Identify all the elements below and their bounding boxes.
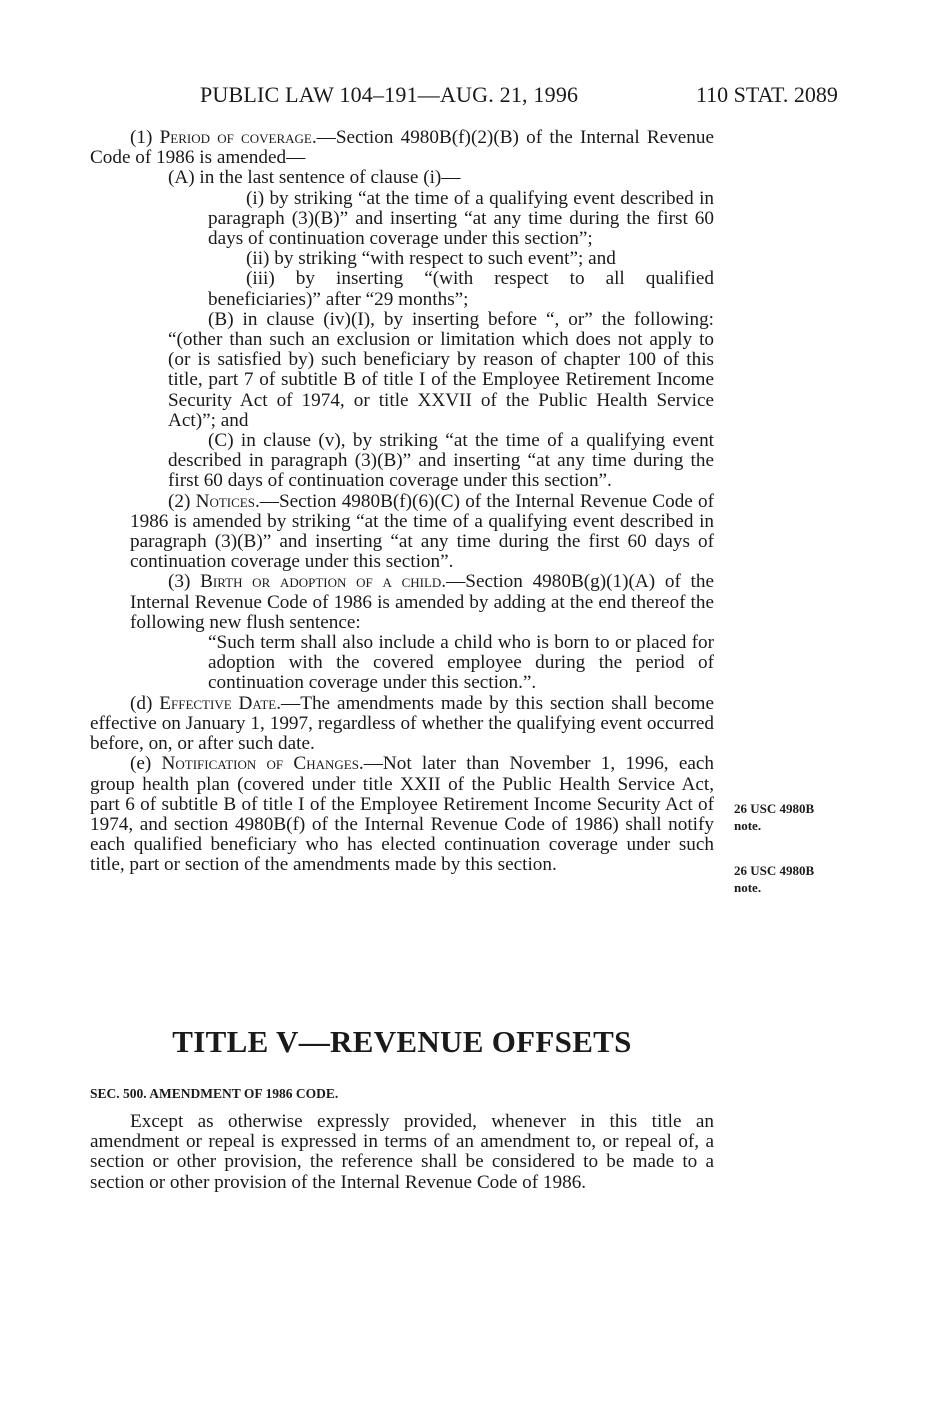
subparagraph-b: (B) in clause (iv)(I), by inserting before “, or” the following: “(other than such an exclusion or limitation which does not apply to (or is satisfied by) such beneficiary by reason of chapter 100 of this title, part 7 of subtitle B of title I of the Employee Retirement Income Security Act of 1974, or title XXVII of the Public Health Service Act)”; and — [168, 308, 714, 431]
paragraph-2-caption: Notices. — [195, 490, 260, 512]
section-500-text: Except as otherwise expressly provided, whenever in this title an amendment or repeal is expressed in terms of an amendment to, or repeal of, a section or other provision, the reference shall be considered to be made to a section or other provision of the Internal Revenue Code of 1986. — [90, 1111, 714, 1193]
subparagraph-c: (C) in clause (v), by striking “at the time of a qualifying event described in paragraph (3)(B)” and inserting “at any time during the first 60 days of continuation coverage under this section”. — [168, 430, 714, 492]
paragraph-3-caption: Birth or adoption of a child. — [200, 571, 447, 593]
section-heading: SEC. 500. AMENDMENT OF 1986 CODE. — [90, 1086, 339, 1101]
paragraph-2: (2) Notices.—Section 4980B(f)(6)(C) of the Internal Revenue Code of 1986 is amended by striking “at the time of a qualifying event described in paragraph (3)(B)” and inserting “at any time during the first 60 days of continuation coverage under this section”. — [130, 490, 714, 573]
margin-note-e: 26 USC 4980B note. — [734, 863, 815, 895]
flush-sentence-quote: “Such term shall also include a child who is born to or placed for adoption with the covered employee during the period of continuation coverage under this section.”. — [208, 632, 714, 694]
amendment-body — [90, 128, 714, 876]
margin-note-d: 26 USC 4980B note. — [734, 801, 815, 833]
title-heading: TITLE V—REVENUE OFFSETS — [172, 1024, 632, 1059]
paragraph-3: (3) Birth or adoption of a child.—Section 4980B(g)(1)(A) of the Internal Revenue Code of 1986 is amended by adding at the end thereof the following new flush sentence: — [130, 571, 715, 633]
paragraph-1-caption: Period of coverage. — [159, 127, 317, 148]
running-head: PUBLIC LAW 104–191—AUG. 21, 1996 — [200, 82, 579, 107]
subsection-e-caption: Notification of Changes. — [161, 753, 364, 775]
paragraph-1: (1) Period of coverage.—Section 4980B(f)(2)(B) of the Internal Revenue Code of 1986 is amended— — [90, 127, 714, 169]
statute-page-number: 110 STAT. 2089 — [696, 82, 838, 107]
section-body — [90, 1112, 714, 1193]
clause-a-ii: (ii) by striking “with respect to such event”; and — [246, 248, 616, 270]
subsection-d-caption: Effective Date. — [159, 692, 282, 714]
subsection-e: (e) Notification of Changes.—Not later than November 1, 1996, each group health plan (covered under title XXII of the Public Health Service Act, part 6 of subtitle B of title I of the Employee Retirement Income Security Act of 1974, and section 4980B(f) of the Internal Revenue Code of 1986) shall notify each qualified beneficiary who has elected continuation coverage under such title, part or section of the amendments made by this section. — [90, 753, 714, 876]
clause-a-i: (i) by striking “at the time of a qualifying event described in paragraph (3)(B)” and inserting “at any time during the first 60 days of continuation coverage under this section”; — [208, 187, 714, 250]
clause-a-iii: (iii) by inserting “(with respect to all qualified beneficiaries)” after “29 months”; — [208, 268, 714, 310]
subsection-d: (d) Effective Date.—The amendments made by this section shall become effective on January 1, 1997, regardless of whether the qualifying event occurred before, on, or after such date. — [90, 692, 714, 755]
subparagraph-a: (A) in the last sentence of clause (i)— — [168, 167, 461, 189]
